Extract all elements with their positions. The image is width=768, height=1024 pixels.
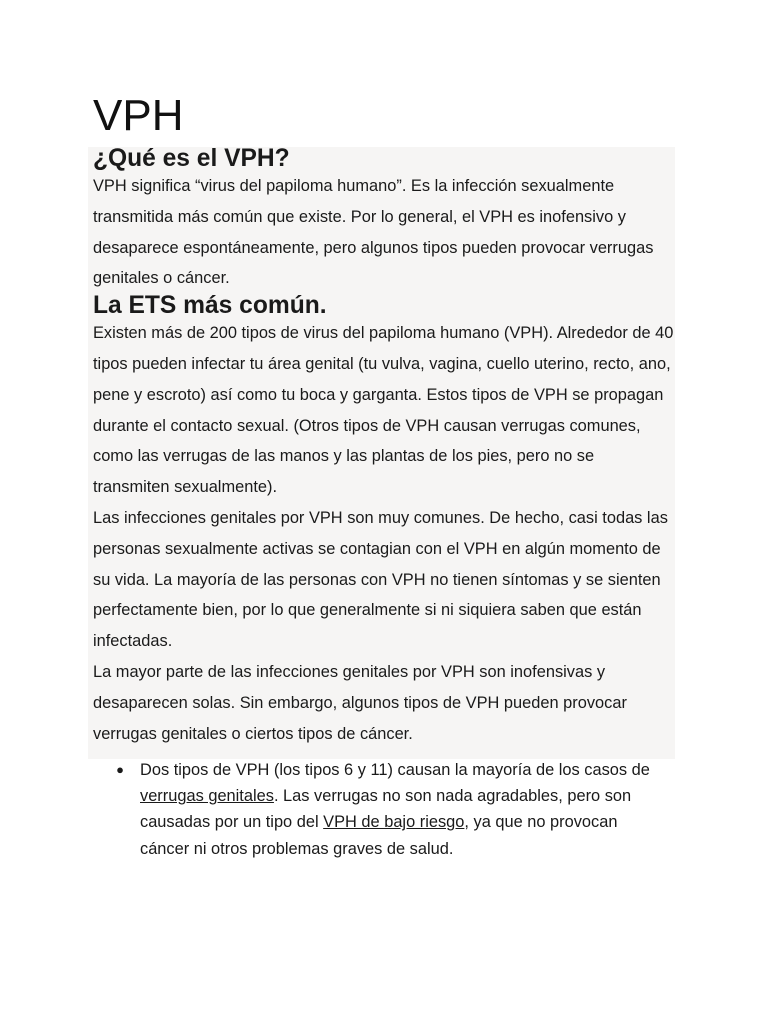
- bullet-text: , ya que no provocan cáncer ni otros problemas graves de salud.: [140, 813, 618, 858]
- paragraph-types: Existen más de 200 tipos de virus del papiloma humano (VPH). Alrededor de 40 tipos pueden infectar tu área genital (tu vulva, vagina, cuello uterino, recto, ano, pene y escroto) así como tu boca y garganta. Estos tipos de VPH se propagan durante el contacto sexual. (Otros tipos de VPH causan verrugas comunes, como las verrugas de las manos y las plantas de los pies, pero no se transmiten sexualmente).: [93, 324, 674, 497]
- document-title: VPH: [93, 91, 184, 140]
- link-vph-bajo-riesgo[interactable]: VPH de bajo riesgo: [323, 813, 465, 832]
- bullet-text: Dos tipos de VPH (los tipos 6 y 11) causan la mayoría de los casos de: [140, 761, 650, 779]
- section-heading-que-es: ¿Qué es el VPH?: [93, 145, 290, 172]
- document-body: [93, 147, 675, 749]
- paragraph-common-infections: Las infecciones genitales por VPH son muy comunes. De hecho, casi todas las personas sexualmente activas se contagian con el VPH en algún momento de su vida. La mayoría de las personas con VPH no tienen síntomas y se sienten perfectamente bien, por lo que generalmente si ni siquiera saben que están infectadas.: [93, 508, 668, 651]
- bullet-item: [114, 757, 654, 862]
- bullet-list: [114, 757, 654, 862]
- bullet-text: . Las verrugas no son nada agradables, pero son causadas por un tipo del: [140, 787, 632, 832]
- link-verrugas-genitales[interactable]: verrugas genitales: [140, 787, 274, 806]
- paragraph-definition: VPH significa “virus del papiloma humano”. Es la infección sexualmente transmitida más común que existe. Por lo general, el VPH es inofensivo y desaparece espontáneamente, pero algunos tipos pueden provocar verrugas genitales o cáncer.: [93, 177, 654, 288]
- paragraph-harmless: La mayor parte de las infecciones genitales por VPH son inofensivas y desaparecen solas. Sin embargo, algunos tipos de VPH pueden provocar verrugas genitales o ciertos tipos de cáncer.: [93, 662, 627, 743]
- bullet-dot-icon: ●: [116, 762, 124, 777]
- section-heading-ets: La ETS más común.: [93, 292, 327, 320]
